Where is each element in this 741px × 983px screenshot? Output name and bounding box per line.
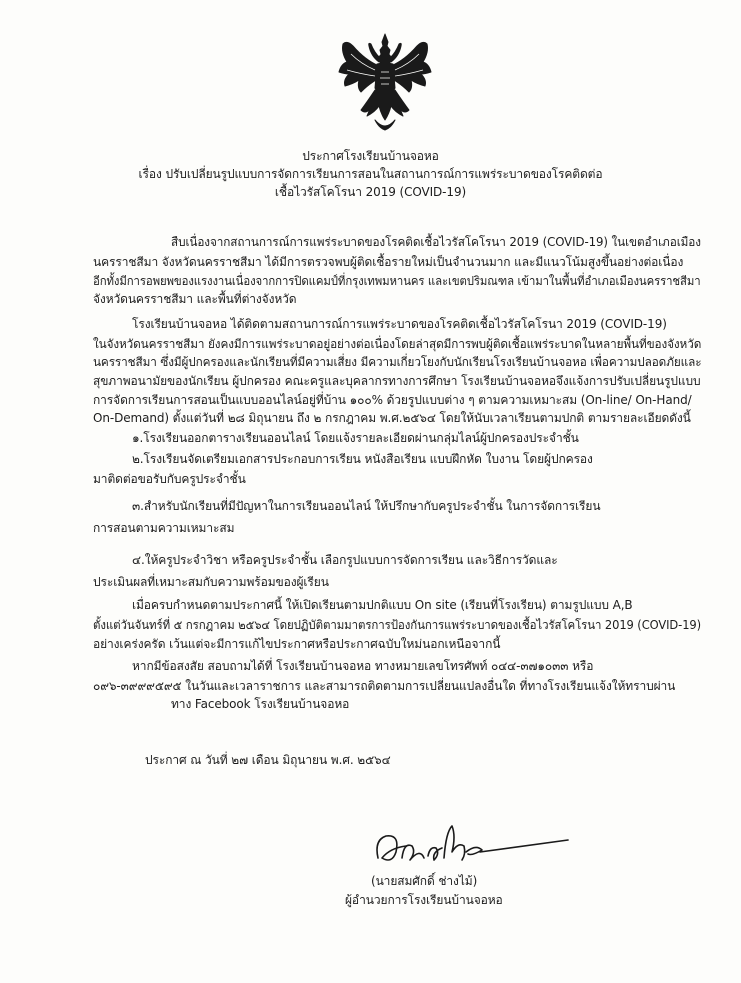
p2-line-4: สุขภาพอนามัยของนักเรียน ผู้ปกครอง คณะครูและบุคลากรทางการศึกษา โรงเรียนบ้านจอหอจึงแจ้งการปรับเปลี่ยนรูปแบบ — [93, 374, 701, 388]
item-3-line-1: ๓.สำหรับนักเรียนที่มีปัญหาในการเรียนออนไลน์ ให้ปรึกษากับครูประจำชั้น ในการจัดการเรียน — [132, 499, 601, 513]
item-1: ๑.โรงเรียนออกตารางเรียนออนไลน์ โดยแจ้งรายละเอียดผ่านกลุ่มไลน์ผู้ปกครองประจำชั้น — [132, 431, 579, 445]
org-title: ประกาศโรงเรียนบ้านจอหอ — [302, 149, 439, 163]
handwritten-signature — [372, 818, 572, 876]
p2-line-3: นครราชสีมา ซึ่งมีผู้ปกครองและนักเรียนที่มีความเสี่ยง มีความเกี่ยวโยงกับนักเรียนโรงเรียนบ้านจอหอ เพื่อความปลอดภัยและ — [93, 355, 702, 369]
item-4-line-1: ๔.ให้ครูประจำวิชา หรือครูประจำชั้น เลือกรูปแบบการจัดการเรียน และวิธีการวัดและ — [132, 553, 558, 567]
signer-position: ผู้อำนวยการโรงเรียนบ้านจอหอ — [345, 893, 503, 907]
p3-line-3: อย่างเคร่งครัด เว้นแต่จะมีการแก้ไขประกาศหรือประกาศฉบับใหม่นอกเหนือจากนี้ — [93, 637, 501, 651]
garuda-emblem-icon — [335, 32, 435, 134]
announce-date: ประกาศ ณ วันที่ ๒๗ เดือน มิถุนายน พ.ศ. ๒๕๖๔ — [145, 753, 391, 767]
p1-line-4: จังหวัดนครราชสีมา และพื้นที่ต่างจังหวัด — [93, 292, 297, 306]
item-4-line-2: ประเมินผลที่เหมาะสมกับความพร้อมของผู้เรียน — [93, 575, 329, 589]
subject-line-1: เรื่อง ปรับเปลี่ยนรูปแบบการจัดการเรียนการสอนในสถานการณ์การแพร่ระบาดของโรคติดต่อ — [138, 167, 603, 181]
p4-line-3: ทาง Facebook โรงเรียนบ้านจอหอ — [171, 697, 350, 711]
p4-line-2: ๐๙๖-๓๙๙๙๕๙๕ ในวันและเวลาราชการ และสามารถติดตามการเปลี่ยนแปลงอื่นใด ที่ทางโรงเรียนแจ้งให้ทราบผ่าน — [93, 679, 676, 693]
p2-line-5: การจัดการเรียนการสอนเป็นแบบออนไลน์อยู่ที่บ้าน ๑๐๐% ด้วยรูปแบบต่าง ๆ ตามความเหมาะสม (On-line/ On-Hand/ — [93, 393, 692, 407]
p3-line-2: ตั้งแต่วันจันทร์ที่ ๕ กรกฎาคม ๒๕๖๔ โดยปฏิบัติตามมาตรการป้องกันการแพร่ระบาดของเชื้อไวรัสโคโรนา 2019 (COVID-19) — [93, 618, 702, 632]
signer-name: (นายสมศักดิ์ ช่างไม้) — [371, 874, 478, 888]
item-3-line-2: การสอนตามความเหมาะสม — [93, 521, 235, 535]
p2-line-1: โรงเรียนบ้านจอหอ ได้ติดตามสถานการณ์การแพร่ระบาดของโรคติดเชื้อไวรัสโคโรนา 2019 (COVID-19) — [132, 317, 667, 331]
p4-line-1: หากมีข้อสงสัย สอบถามได้ที่ โรงเรียนบ้านจอหอ ทางหมายเลขโทรศัพท์ ๐๔๔-๓๗๑๐๓๓ หรือ — [132, 659, 594, 673]
p1-line-1: สืบเนื่องจากสถานการณ์การแพร่ระบาดของโรคติดเชื้อไวรัสโคโรนา 2019 (COVID-19) ในเขตอำเภอเมือง — [171, 235, 701, 249]
p2-line-6: On-Demand) ตั้งแต่วันที่ ๒๘ มิถุนายน ถึง ๒ กรกฎาคม พ.ศ.๒๕๖๔ โดยให้นับเวลาเรียนตามปกติ ตามรายละเอียดดังนี้ — [93, 411, 691, 425]
p2-line-2: ในจังหวัดนครราชสีมา ยังคงมีการแพร่ระบาดอยู่อย่างต่อเนื่องโดยล่าสุดมีการพบผู้ติดเชื้อแพร่ระบาดในหลายพื้นที่ของจังหวัด — [93, 337, 702, 351]
item-2-line-2: มาติดต่อขอรับกับครูประจำชั้น — [93, 472, 246, 486]
subject-line-2: เชื้อไวรัสโคโรนา 2019 (COVID-19) — [274, 185, 467, 199]
item-2-line-1: ๒.โรงเรียนจัดเตรียมเอกสารประกอบการเรียน หนังสือเรียน แบบฝึกหัด ใบงาน โดยผู้ปกครอง — [132, 452, 593, 466]
p1-line-2: นครราชสีมา จังหวัดนครราชสีมา ได้มีการตรวจพบผู้ติดเชื้อรายใหม่เป็นจำนวนมาก และมีแนวโน้มสูงขึ้นอย่างต่อเนื่อง — [93, 255, 684, 269]
p1-line-3: อีกทั้งมีการอพยพของแรงงานเนื่องจากการปิดแคมป์ที่กรุงเทพมหานคร และเขตปริมณฑล เข้ามาในพื้นที่อำเภอเมืองนครราชสีมา — [93, 274, 701, 288]
p3-line-1: เมื่อครบกำหนดตามประกาศนี้ ให้เปิดเรียนตามปกติแบบ On site (เรียนที่โรงเรียน) ตามรูปแบบ A,B — [132, 598, 633, 612]
